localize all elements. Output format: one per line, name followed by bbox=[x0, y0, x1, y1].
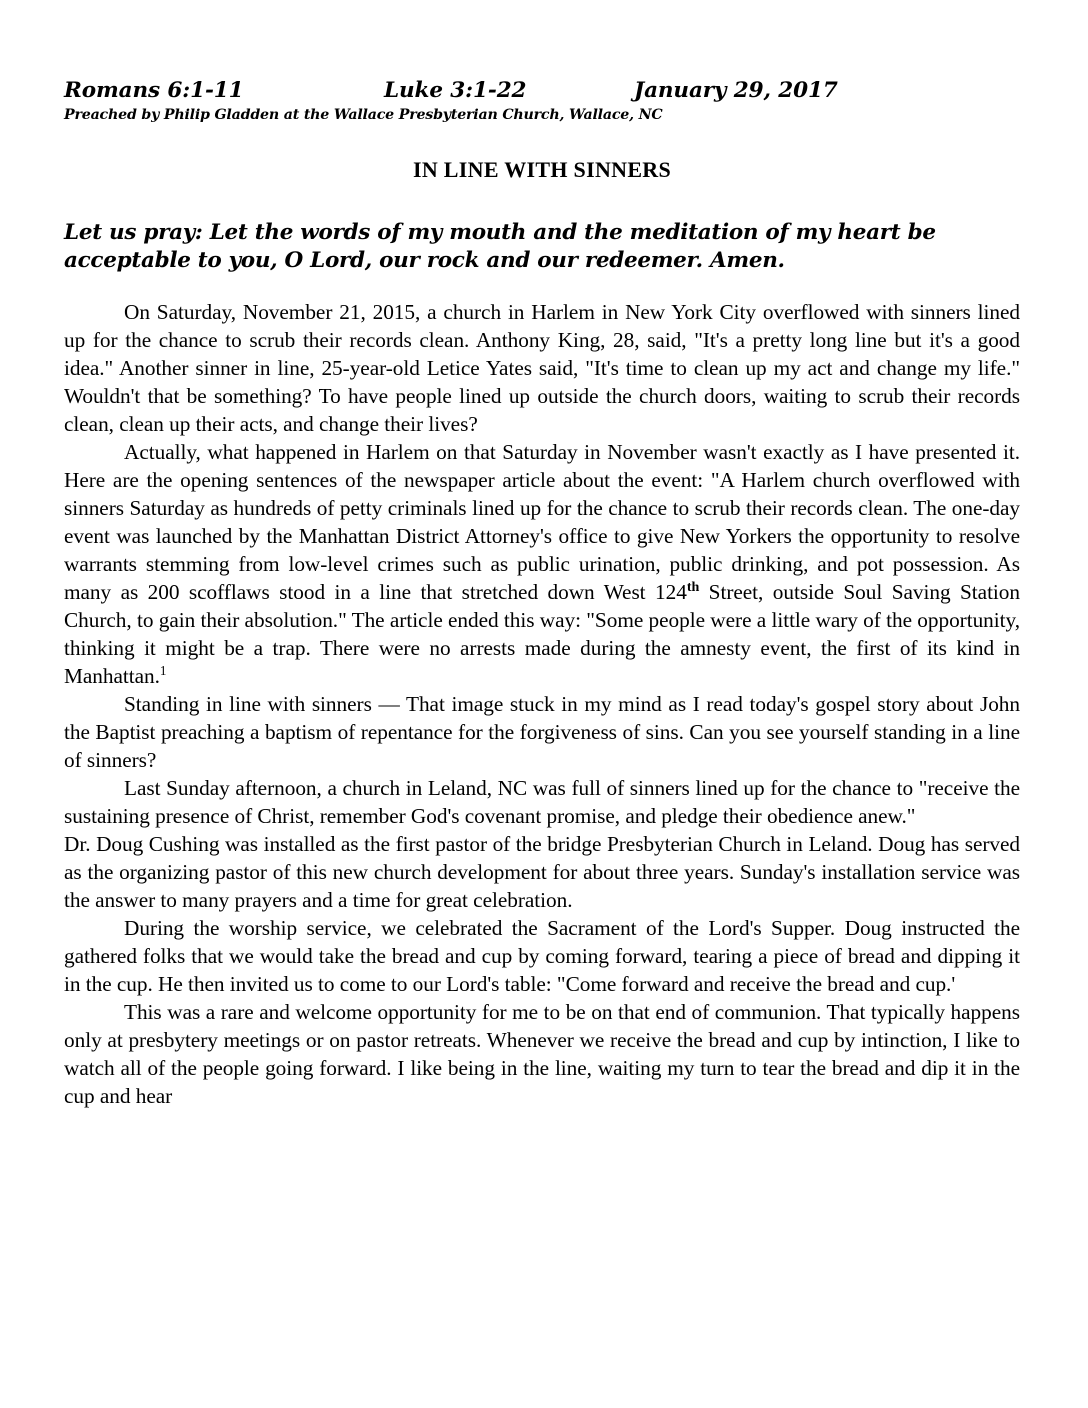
paragraph: This was a rare and welcome opportunity for me to be on that end of communion. That typically happens only at presbytery meetings or on pastor retreats. Whenever we receive the bread and cup by intinction, I like to watch all of the people going forward. I like being in the line, waiting my turn to tear the bread and dip it in the cup and hear bbox=[64, 1000, 1020, 1109]
paragraph-text-part: Street, outside Soul Saving Station Church, to gain their absolution." The article ended this way: "Some people were a little wary of the opportunity, thinking it might be a trap. There were no arrests made during the amnesty event, the first of its kind in Manhattan. bbox=[64, 580, 1020, 689]
scripture-epistle: Romans 6:1-11 bbox=[64, 78, 244, 103]
opening-prayer: Let us pray: Let the words of my mouth and the meditation of my heart be acceptable to you, O Lord, our rock and our redeemer. Amen. bbox=[64, 220, 936, 273]
paragraph: Standing in line with sinners — That image stuck in my mind as I read today's gospel story about John the Baptist preaching a baptism of repentance for the forgiveness of sins. Can you see yourself standing in a line of sinners? bbox=[64, 692, 1020, 773]
scripture-gospel: Luke 3:1-22 bbox=[384, 78, 527, 103]
paragraph: During the worship service, we celebrated the Sacrament of the Lord's Supper. Doug instructed the gathered folks that we would take the bread and cup by coming forward, tearing a piece of bread and dipping it in the cup. He then invited us to come to our Lord's table: "Come forward and receive the bread and cup.' bbox=[64, 916, 1020, 997]
footnote-marker: 1 bbox=[159, 662, 167, 678]
byline: Preached by Philip Gladden at the Wallace Presbyterian Church, Wallace, NC bbox=[64, 107, 663, 123]
paragraph bbox=[64, 438, 1020, 690]
sermon-body bbox=[64, 298, 1020, 1110]
document-header bbox=[64, 78, 1020, 103]
sermon-date: January 29, 2017 bbox=[634, 78, 838, 103]
paragraph: Last Sunday afternoon, a church in Leland, NC was full of sinners lined up for the chance to "receive the sustaining presence of Christ, remember God's covenant promise, and pledge their obedience anew." bbox=[64, 776, 1020, 829]
page-title: IN LINE WITH SINNERS bbox=[412, 157, 672, 182]
ordinal-superscript: th bbox=[686, 578, 700, 595]
paragraph-text-part: Actually, what happened in Harlem on that Saturday in November wasn't exactly as I have presented it. Here are the opening sentences of the newspaper article about the event: "A Harlem church overflowed with sinners Saturday as hundreds of petty criminals lined up for the chance to scrub their records clean. The one-day event was launched by the Manhattan District Attorney's office to give New Yorkers the opportunity to resolve warrants stemming from low-level crimes such as public urination, public drinking, and pot possession. As many as 200 scofflaws stood in a line that stretched down West 124 bbox=[64, 440, 1020, 605]
paragraph: Dr. Doug Cushing was installed as the first pastor of the bridge Presbyterian Church in Leland. Doug has served as the organizing pastor of this new church development for about three years. Sunday's installation service was the answer to many prayers and a time for great celebration. bbox=[64, 832, 1020, 913]
paragraph: On Saturday, November 21, 2015, a church in Harlem in New York City overflowed with sinners lined up for the chance to scrub their records clean. Anthony King, 28, said, "It's a pretty long line but it's a good idea." Another sinner in line, 25-year-old Letice Yates said, "It's time to clean up my act and change my life." Wouldn't that be something? To have people lined up outside the church doors, waiting to scrub their records clean, clean up their acts, and change their lives? bbox=[64, 300, 1020, 437]
